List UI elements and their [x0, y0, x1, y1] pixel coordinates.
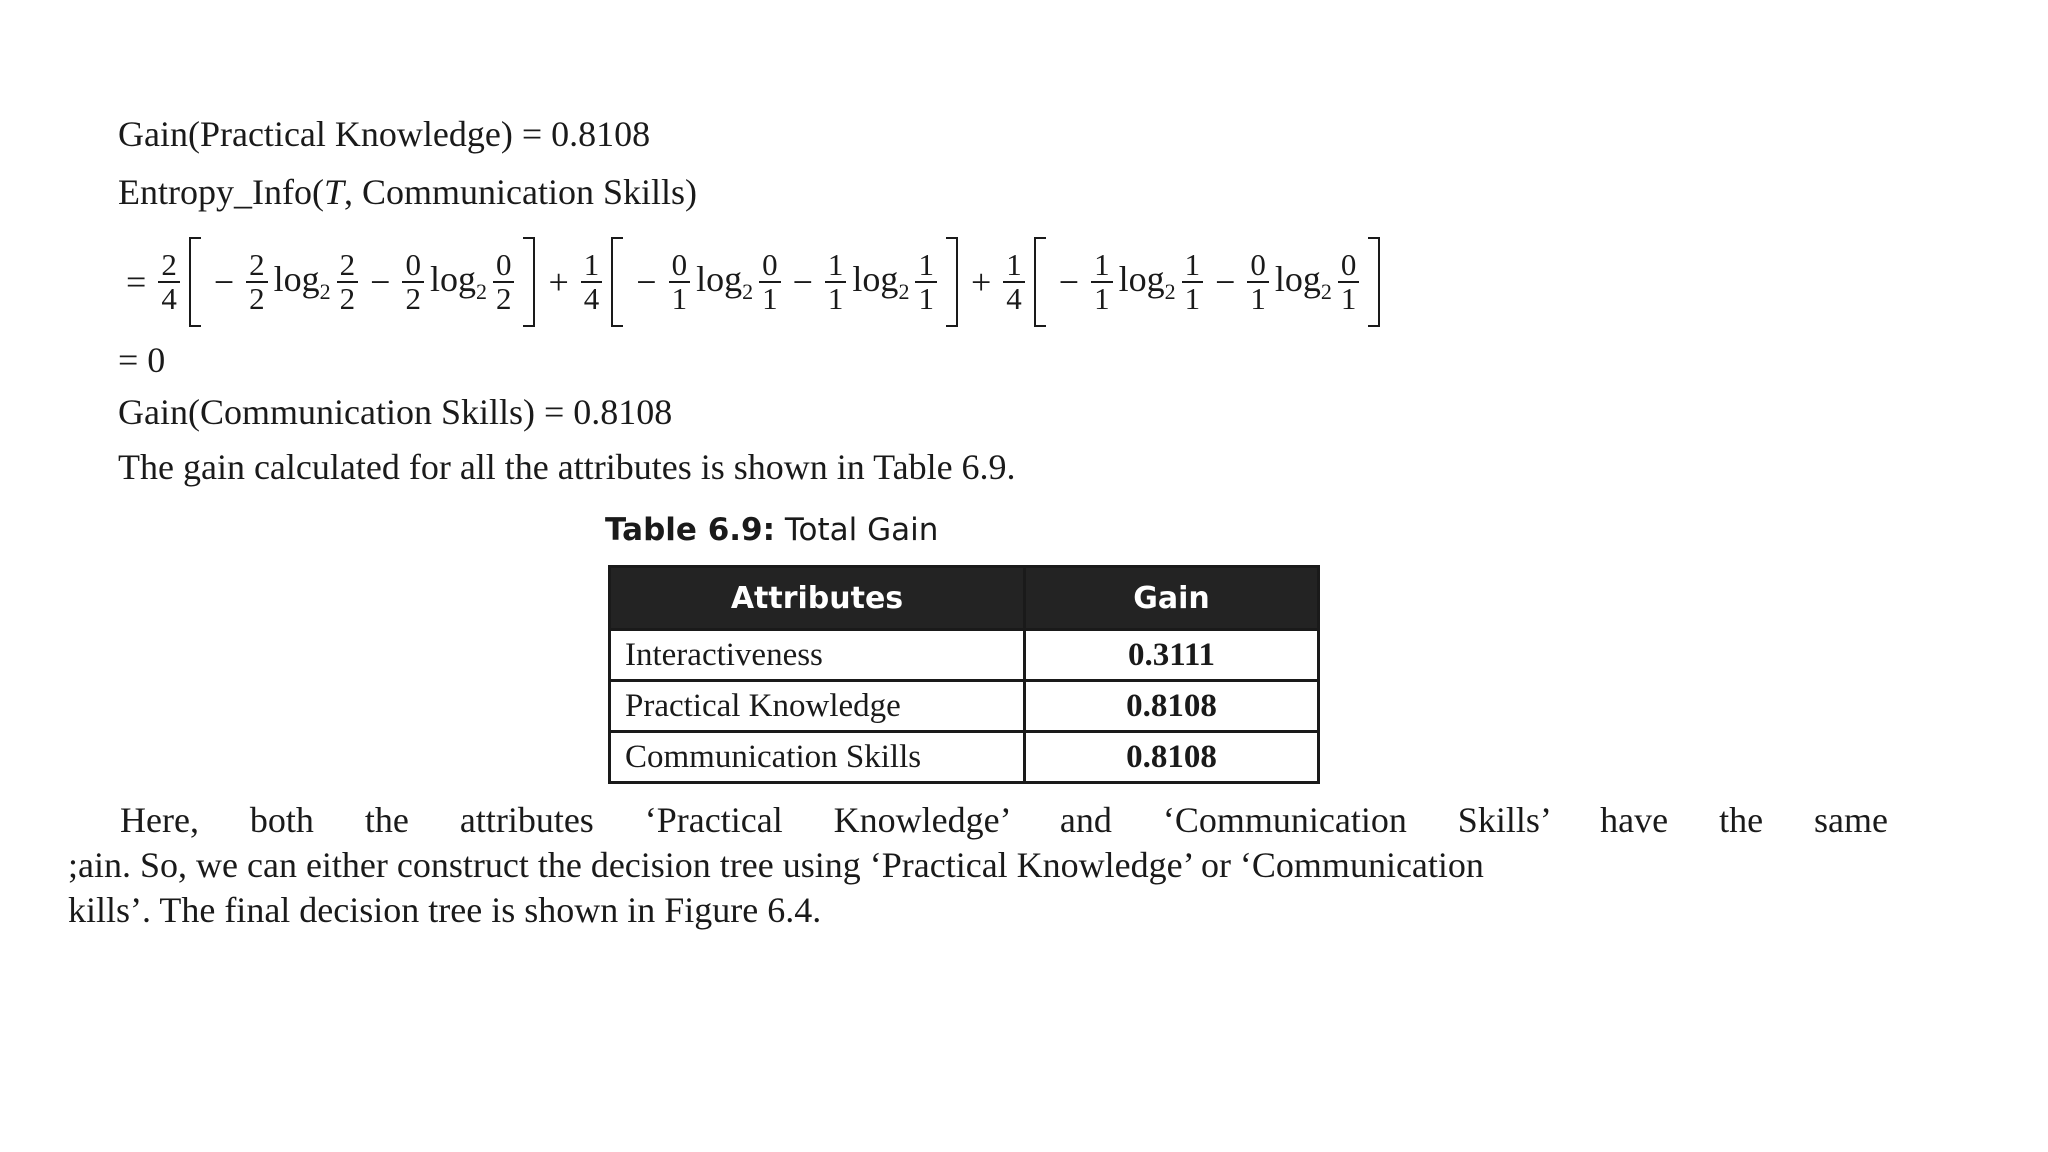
plus-sign: + [548, 262, 569, 302]
probability-fraction: $\frac{2}{2}$ [337, 249, 359, 315]
log-base-2: $\log_2$ [852, 259, 910, 305]
minus-sign: − [370, 262, 391, 302]
probability-fraction: $\frac{1}{1}$ [915, 249, 937, 315]
probability-fraction: $\frac{1}{1}$ [1182, 249, 1204, 315]
probability-fraction: $\frac{1}{1}$ [825, 249, 847, 315]
probability-fraction: $\frac{0}{2}$ [493, 249, 515, 315]
attribute-cell: Communication Skills [610, 732, 1025, 783]
equation-equals: = [126, 262, 147, 302]
table-caption [605, 512, 938, 548]
summary-line: The gain calculated for all the attributes is shown in Table 6.9. [118, 447, 1016, 487]
paragraph-line: Here, both the attributes ‘Practical Knowledge’ and ‘Communication Skills’ have the same [120, 800, 1888, 840]
probability-fraction: $\frac{0}{1}$ [1338, 249, 1360, 315]
weight-fraction: $\frac{1}{4}$ [1003, 249, 1025, 315]
left-bracket [189, 237, 201, 327]
table-row [610, 630, 1319, 681]
log-base-2: $\log_2$ [273, 259, 331, 305]
log-base-2: $\log_2$ [429, 259, 487, 305]
log-base-2: $\log_2$ [1274, 259, 1332, 305]
right-bracket [1368, 237, 1380, 327]
minus-sign: − [213, 262, 235, 302]
log-base-2: $\log_2$ [696, 259, 754, 305]
gain-cell: 0.8108 [1025, 681, 1319, 732]
entropy-info-variable: T [323, 172, 344, 212]
entropy-info-line [118, 170, 697, 214]
entropy-equation [118, 228, 1385, 336]
log-base-2: $\log_2$ [1118, 259, 1176, 305]
probability-fraction: $\frac{0}{1}$ [759, 249, 781, 315]
table-header-row [610, 567, 1319, 630]
table-row [610, 732, 1319, 783]
probability-fraction: $\frac{0}{1}$ [669, 249, 691, 315]
minus-sign: − [1058, 262, 1080, 302]
conclusion-paragraph [68, 798, 1888, 933]
left-bracket [611, 237, 623, 327]
attribute-cell: Interactiveness [610, 630, 1025, 681]
entropy-info-suffix: , Communication Skills) [343, 172, 697, 212]
minus-sign: − [636, 262, 657, 302]
right-bracket [946, 237, 958, 327]
probability-fraction: $\frac{2}{2}$ [246, 249, 268, 315]
probability-fraction: $\frac{1}{1}$ [1091, 249, 1113, 315]
table-caption-title: Total Gain [784, 512, 939, 548]
paragraph-line: kills’. The final decision tree is shown in Figure 6.4. [68, 890, 822, 930]
left-bracket [1034, 237, 1046, 327]
minus-sign: − [1215, 262, 1236, 302]
right-bracket [523, 237, 535, 327]
plus-sign: + [970, 262, 992, 302]
gain-cell: 0.8108 [1025, 732, 1319, 783]
entropy-info-prefix: Entropy_Info( [118, 172, 324, 212]
probability-fraction: $\frac{0}{2}$ [402, 249, 424, 315]
header-attributes: Attributes [610, 567, 1025, 630]
paragraph-line: ;ain. So, we can either construct the decision tree using ‘Practical Knowledge’ or ‘Communication [68, 845, 1484, 885]
table-caption-label: Table 6.9: [605, 512, 776, 548]
gain-cell: 0.3111 [1025, 630, 1319, 681]
minus-sign: − [792, 262, 813, 302]
gain-practical-knowledge-line: Gain(Practical Knowledge) = 0.8108 [118, 114, 651, 154]
header-gain: Gain [1025, 567, 1319, 630]
weight-fraction: $\frac{1}{4}$ [581, 249, 603, 315]
result-zero-line: = 0 [118, 340, 166, 380]
total-gain-table [608, 565, 1320, 784]
attribute-cell: Practical Knowledge [610, 681, 1025, 732]
probability-fraction: $\frac{0}{1}$ [1247, 249, 1269, 315]
gain-communication-skills-line: Gain(Communication Skills) = 0.8108 [118, 392, 673, 432]
table-row [610, 681, 1319, 732]
weight-fraction: $\frac{2}{4}$ [158, 249, 180, 315]
